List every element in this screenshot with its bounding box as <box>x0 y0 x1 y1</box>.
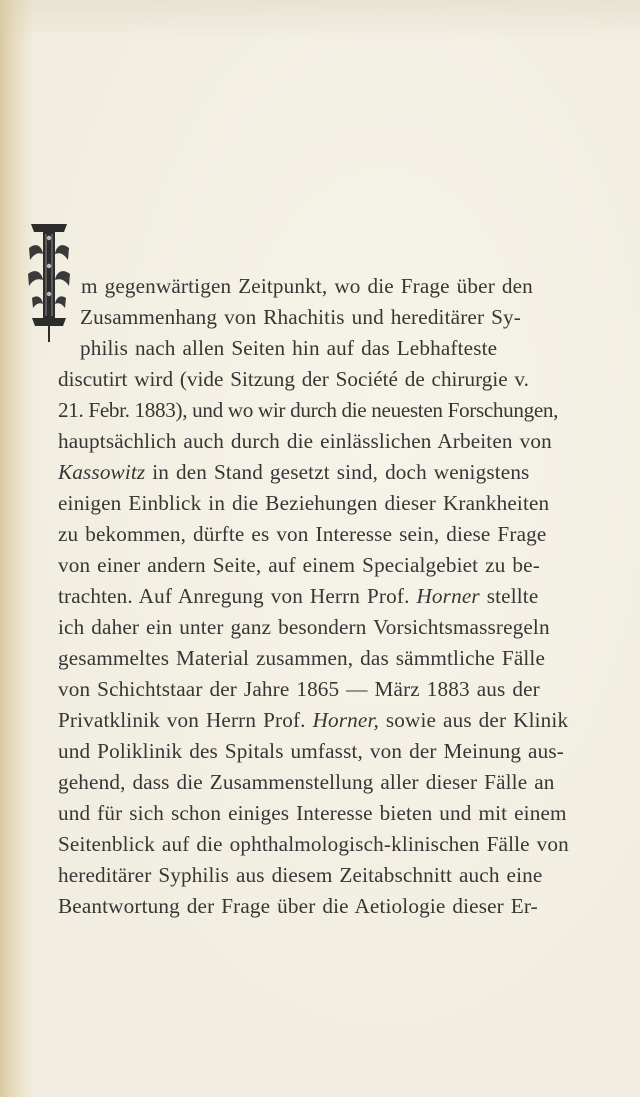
text-line <box>58 462 529 483</box>
text-segment: sowie aus der Klinik <box>378 708 569 732</box>
text-line: hereditärer Syphilis aus diesem Zeitabschnitt auch eine <box>58 863 543 887</box>
drop-cap-letter: I <box>49 274 51 280</box>
author-name-italic: Kassowitz <box>58 460 146 484</box>
author-name-italic: Horner, <box>312 708 379 732</box>
text-line: gehend, dass die Zusammenstellung aller dieser Fälle an <box>58 770 555 794</box>
text-line: Seitenblick auf die ophthalmologisch-klinischen Fälle von <box>58 832 569 856</box>
text-line: von Schichtstaar der Jahre 1865 — März 1883 aus der <box>58 677 540 701</box>
text-segment: Privatklinik von Herrn Prof. <box>58 708 313 732</box>
text-segment: stellte <box>479 584 539 608</box>
text-line: und Poliklinik des Spitals umfasst, von der Meinung aus- <box>58 739 564 763</box>
text-line: m gegenwärtigen Zeitpunkt, wo die Frage über den <box>81 274 533 298</box>
text-line: und für sich schon einiges Interesse bieten und mit einem <box>58 801 567 825</box>
text-line <box>58 710 568 731</box>
author-name-italic: Horner <box>416 584 480 608</box>
text-line: Beantwortung der Frage über die Aetiologie dieser Er- <box>58 894 538 918</box>
text-line: einigen Einblick in die Beziehungen dieser Krankheiten <box>58 491 550 515</box>
text-line: ich daher ein unter ganz besondern Vorsichtsmassregeln <box>58 615 550 639</box>
text-line: Zusammenhang von Rhachitis und hereditärer Sy- <box>80 305 521 329</box>
text-segment: in den Stand gesetzt sind, doch wenigstens <box>145 460 530 484</box>
text-line: discutirt wird (vide Sitzung der Société de chirurgie v. <box>58 367 529 391</box>
text-line: zu bekommen, dürfte es von Interesse sein, diese Frage <box>58 522 547 546</box>
text-line <box>58 586 538 607</box>
text-segment: trachten. Auf Anregung von Herrn Prof. <box>58 584 417 608</box>
text-line: 21. Febr. 1883), und wo wir durch die neuesten Forschungen, <box>58 398 559 422</box>
text-line: von einer andern Seite, auf einem Specialgebiet zu be- <box>58 553 540 577</box>
text-line: hauptsächlich auch durch die einlässlichen Arbeiten von <box>58 429 552 453</box>
text-line: gesammeltes Material zusammen, das sämmtliche Fälle <box>58 646 546 670</box>
text-line: philis nach allen Seiten hin auf das Lebhafteste <box>80 336 498 360</box>
